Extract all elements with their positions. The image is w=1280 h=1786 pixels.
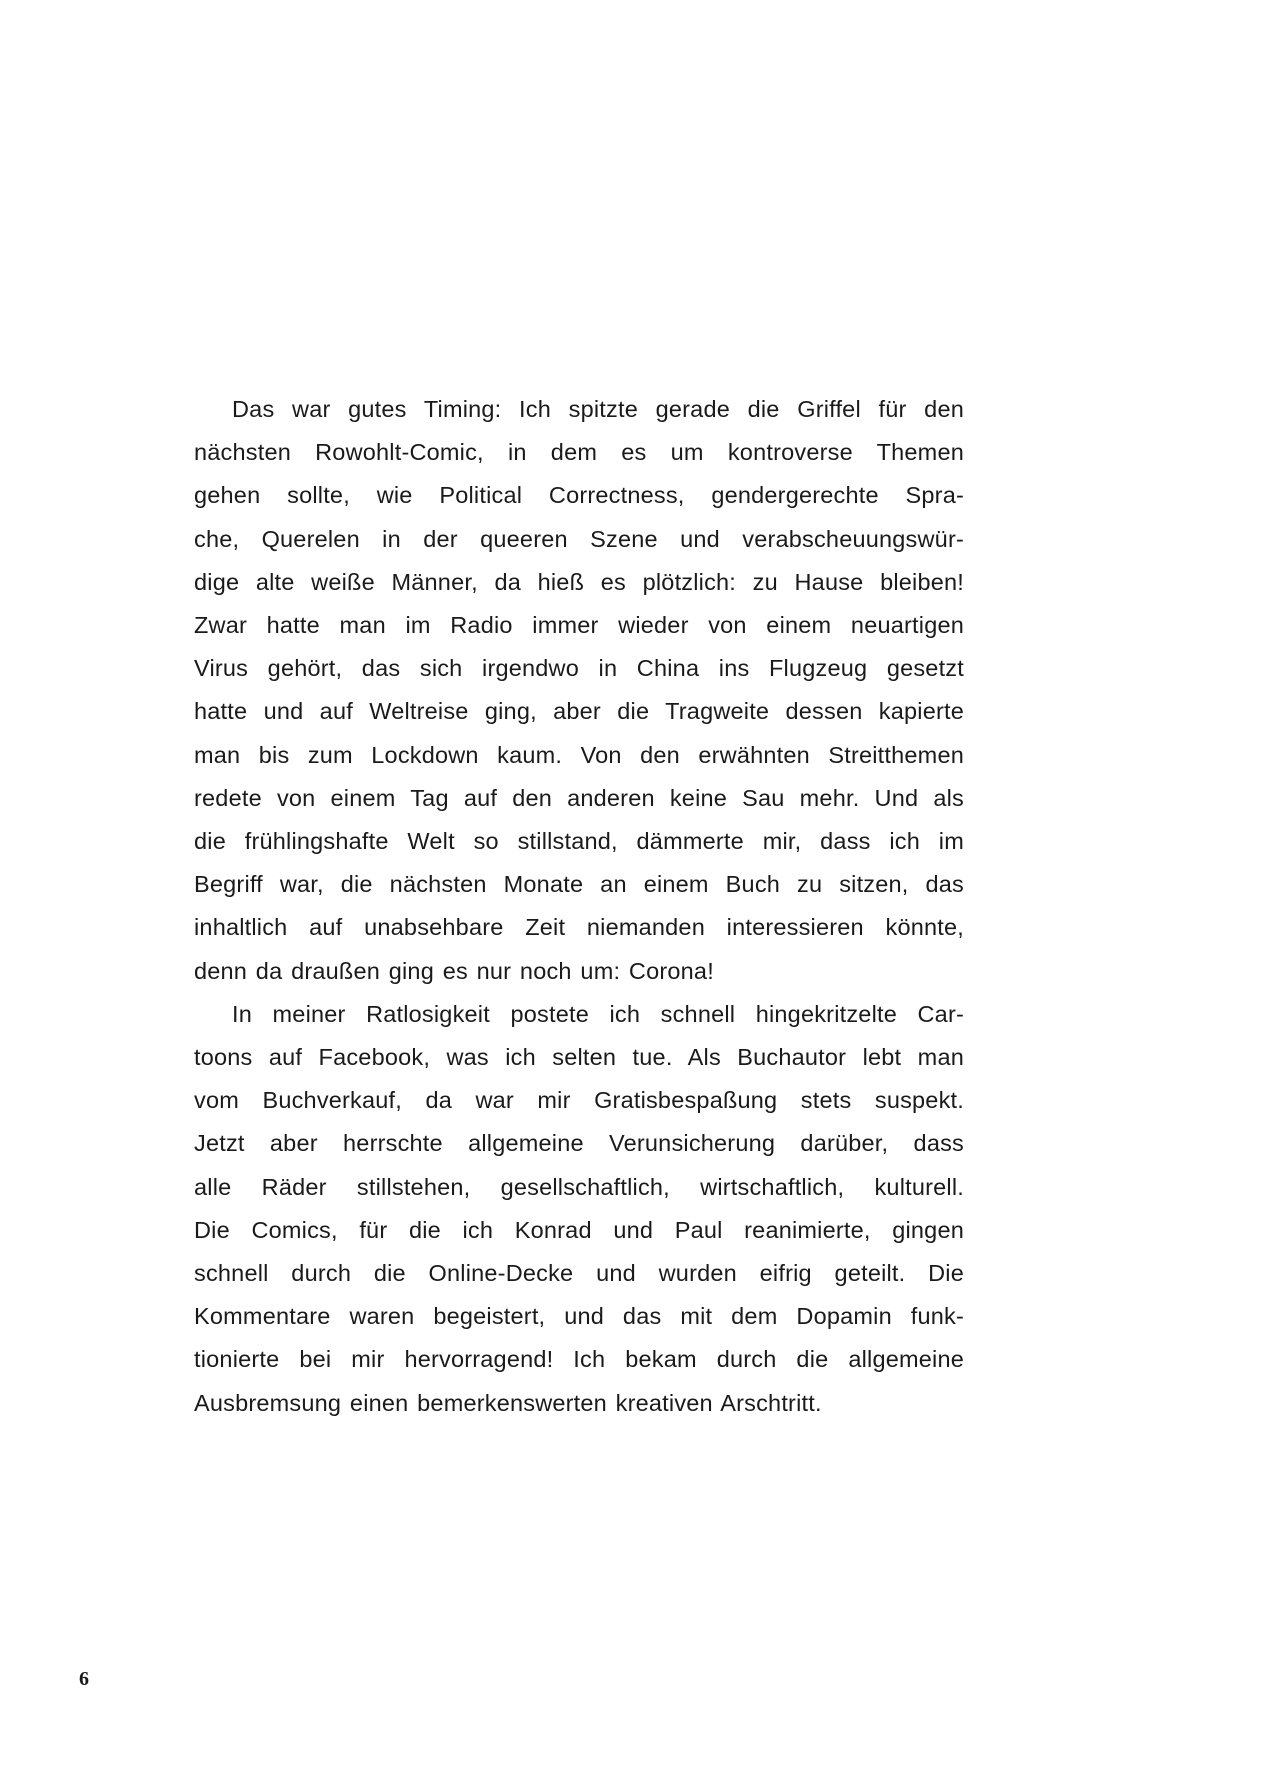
text-line: man bis zum Lockdown kaum. Von den erwähnten Streitthemen (194, 741, 964, 768)
text-line: toons auf Facebook, was ich selten tue. Als Buchautor lebt man (194, 1044, 964, 1071)
page-number: 6 (79, 1668, 89, 1690)
text-line: Das war gutes Timing: Ich spitzte gerade die Griffel für den (232, 396, 964, 422)
text-line: denn da draußen ging es nur noch um: Corona! (194, 957, 714, 984)
text-line: Begriff war, die nächsten Monate an einem Buch zu sitzen, das (194, 871, 964, 898)
text-line: In meiner Ratlosigkeit postete ich schnell hingekritzelte Car- (232, 1000, 964, 1027)
text-line: vom Buchverkauf, da war mir Gratisbespaßung stets suspekt. (194, 1087, 964, 1114)
text-line: Jetzt aber herrschte allgemeine Verunsicherung darüber, dass (194, 1130, 964, 1157)
paragraph-1 (194, 388, 964, 993)
paragraph-2 (194, 993, 964, 1425)
text-line: gehen sollte, wie Political Correctness, gendergerechte Spra- (194, 482, 964, 509)
text-line: redete von einem Tag auf den anderen keine Sau mehr. Und als (194, 784, 964, 811)
text-line: Ausbremsung einen bemerkenswerten kreativen Arschtritt. (194, 1389, 822, 1416)
text-line: che, Querelen in der queeren Szene und verabscheuungswür- (194, 525, 964, 552)
text-line: Kommentare waren begeistert, und das mit dem Dopamin funk- (194, 1303, 964, 1330)
text-line: die frühlingshafte Welt so stillstand, dämmerte mir, dass ich im (194, 828, 964, 855)
text-line: tionierte bei mir hervorragend! Ich bekam durch die allgemeine (194, 1346, 964, 1373)
text-line: hatte und auf Weltreise ging, aber die Tragweite dessen kapierte (194, 698, 964, 725)
text-line: alle Räder stillstehen, gesellschaftlich, wirtschaftlich, kulturell. (194, 1173, 964, 1200)
body-text (194, 388, 964, 1425)
text-line: Die Comics, für die ich Konrad und Paul reanimierte, gingen (194, 1216, 964, 1243)
text-line: inhaltlich auf unabsehbare Zeit niemanden interessieren könnte, (194, 914, 964, 941)
text-line: Zwar hatte man im Radio immer wieder von einem neuartigen (194, 612, 964, 639)
text-line: dige alte weiße Männer, da hieß es plötzlich: zu Hause bleiben! (194, 568, 964, 595)
text-line: schnell durch die Online-Decke und wurden eifrig geteilt. Die (194, 1260, 964, 1287)
text-line: nächsten Rowohlt-Comic, in dem es um kontroverse Themen (194, 439, 964, 466)
text-line: Virus gehört, das sich irgendwo in China ins Flugzeug gesetzt (194, 655, 964, 682)
